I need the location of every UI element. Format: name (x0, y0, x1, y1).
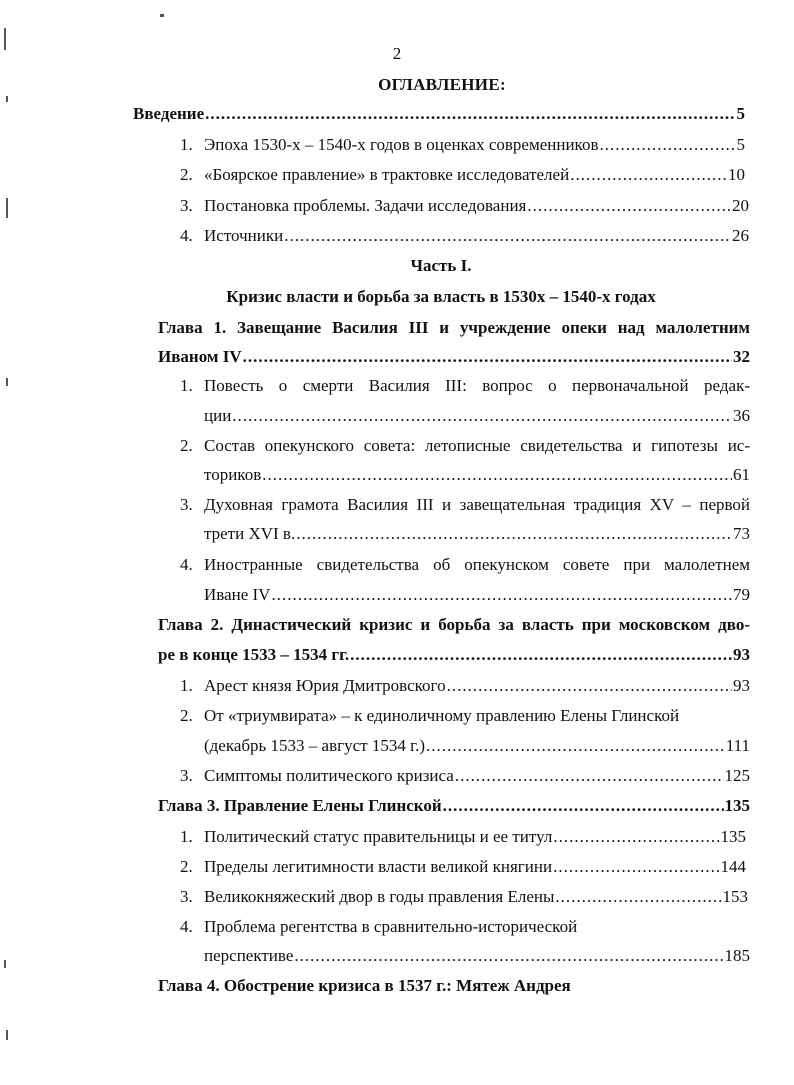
entry-label: перспективе (204, 946, 294, 965)
dot-leader (243, 346, 732, 368)
dot-leader (232, 405, 732, 427)
item-number: 4. (180, 555, 193, 574)
entry-label: ториков (204, 465, 262, 484)
toc-entry-chapter-2[interactable] (158, 644, 750, 666)
entry-line[interactable]: От «триумвирата» – к единоличному правлению Елены Глинской (204, 706, 680, 725)
toc-entry-chapter-3[interactable] (158, 795, 750, 817)
entry-label: Иване IV (204, 585, 271, 604)
toc-entry[interactable] (204, 134, 745, 156)
dot-leader (205, 103, 735, 125)
dot-leader (553, 856, 719, 878)
entry-page: 26 (732, 226, 749, 245)
entry-label: Эпоха 1530-х – 1540-х годов в оценках современников (204, 135, 599, 154)
entry-label: Политический статус правительницы и ее титул (204, 827, 553, 846)
entry-label: трети XVI в. (204, 524, 296, 543)
entry-page: 32 (733, 347, 750, 366)
part-label: Часть I. (410, 256, 472, 275)
dot-leader (527, 195, 731, 217)
dot-leader (553, 826, 719, 848)
toc-entry-intro[interactable] (133, 103, 745, 125)
toc-entry[interactable] (204, 735, 750, 757)
entry-page: 20 (732, 196, 749, 215)
item-number: 3. (180, 887, 193, 906)
entry-label: (декабрь 1533 – август 1534 г.) (204, 736, 426, 755)
entry-label: Глава 3. Правление Елены Глинской (158, 796, 442, 815)
toc-entry[interactable] (204, 164, 745, 186)
entry-label: Постановка проблемы. Задачи исследования (204, 196, 527, 215)
entry-line[interactable]: Иностранные свидетельства об опекунском совете при малолетнем (204, 555, 750, 574)
entry-line[interactable]: Состав опекунского совета: летописные свидетельства и гипотезы ис- (204, 436, 750, 455)
entry-label: Великокняжеский двор в годы правления Елены (204, 887, 555, 906)
entry-page: 93 (733, 645, 750, 664)
scan-mark (6, 198, 8, 218)
item-number: 2. (180, 165, 193, 184)
item-number: 3. (180, 196, 193, 215)
item-number: 1. (180, 135, 193, 154)
part-subtitle: Кризис власти и борьба за власть в 1530х – 1540-х годах (226, 287, 656, 306)
scan-mark (6, 96, 8, 102)
dot-leader (455, 765, 724, 787)
entry-line[interactable]: Духовная грамота Василия III и завещательная традиция XV – первой (204, 495, 750, 514)
entry-page: 5 (736, 135, 745, 154)
item-number: 2. (180, 706, 193, 725)
entry-page: 185 (724, 946, 750, 965)
toc-entry[interactable] (204, 675, 750, 697)
entry-label: Пределы легитимности власти великой княгини (204, 857, 553, 876)
toc-entry[interactable] (204, 195, 749, 217)
entry-line[interactable]: Повесть о смерти Василия III: вопрос о первоначальной редак- (204, 376, 750, 395)
toc-entry[interactable] (204, 856, 746, 878)
entry-page: 144 (720, 857, 746, 876)
entry-page: 153 (722, 887, 748, 906)
item-number: 1. (180, 827, 193, 846)
dot-leader (570, 164, 727, 186)
chapter-4-title[interactable]: Глава 4. Обострение кризиса в 1537 г.: Мятеж Андрея (158, 976, 571, 995)
entry-label: Введение (133, 104, 205, 123)
item-number: 3. (180, 495, 193, 514)
entry-page: 61 (733, 465, 750, 484)
toc-entry[interactable] (204, 584, 750, 606)
entry-label: «Боярское правление» в трактовке исследователей (204, 165, 570, 184)
dot-leader (350, 644, 732, 666)
item-number: 2. (180, 436, 193, 455)
dot-leader (262, 464, 732, 486)
dot-leader (443, 795, 724, 817)
entry-page: 5 (736, 104, 745, 123)
scan-mark (6, 1030, 8, 1040)
toc-entry[interactable] (204, 523, 750, 545)
dot-leader (271, 584, 732, 606)
entry-label: Симптомы политического кризиса (204, 766, 454, 785)
toc-entry[interactable] (204, 464, 750, 486)
toc-entry[interactable] (204, 225, 749, 247)
item-number: 4. (180, 226, 193, 245)
entry-label: ре в конце 1533 – 1534 гг. (158, 645, 350, 664)
entry-page: 10 (728, 165, 745, 184)
entry-page: 135 (724, 796, 750, 815)
toc-entry-chapter-1[interactable] (158, 346, 750, 368)
toc-entry[interactable] (204, 945, 750, 967)
entry-page: 93 (733, 676, 750, 695)
scan-mark (4, 960, 6, 968)
item-number: 2. (180, 857, 193, 876)
entry-label: Арест князя Юрия Дмитровского (204, 676, 446, 695)
toc-entry[interactable] (204, 886, 748, 908)
entry-label: ции (204, 406, 232, 425)
item-number: 1. (180, 676, 193, 695)
item-number: 1. (180, 376, 193, 395)
entry-page: 125 (724, 766, 750, 785)
chapter-1-title[interactable]: Глава 1. Завещание Василия III и учреждение опеки над малолетним (158, 318, 750, 337)
dot-leader (555, 886, 721, 908)
dot-leader (294, 945, 723, 967)
entry-label: Источники (204, 226, 284, 245)
dot-leader (447, 675, 732, 697)
page-number: 2 (392, 44, 402, 63)
entry-line[interactable]: Проблема регентства в сравнительно-исторической (204, 917, 578, 936)
dot-leader (284, 225, 731, 247)
toc-entry[interactable] (204, 405, 750, 427)
toc-entry[interactable] (204, 826, 746, 848)
toc-entry[interactable] (204, 765, 750, 787)
dot-leader (426, 735, 725, 757)
dot-leader (296, 523, 732, 545)
entry-page: 111 (725, 736, 750, 755)
entry-page: 79 (733, 585, 750, 604)
toc-title: ОГЛАВЛЕНИЕ: (378, 75, 506, 94)
entry-page: 36 (733, 406, 750, 425)
item-number: 3. (180, 766, 193, 785)
item-number: 4. (180, 917, 193, 936)
entry-page: 135 (720, 827, 746, 846)
dot-leader (599, 134, 735, 156)
entry-page: 73 (733, 524, 750, 543)
scan-mark (160, 14, 164, 17)
chapter-2-title[interactable]: Глава 2. Династический кризис и борьба за власть при московском дво- (158, 615, 750, 634)
entry-label: Иваном IV (158, 347, 242, 366)
scan-mark (6, 378, 8, 386)
